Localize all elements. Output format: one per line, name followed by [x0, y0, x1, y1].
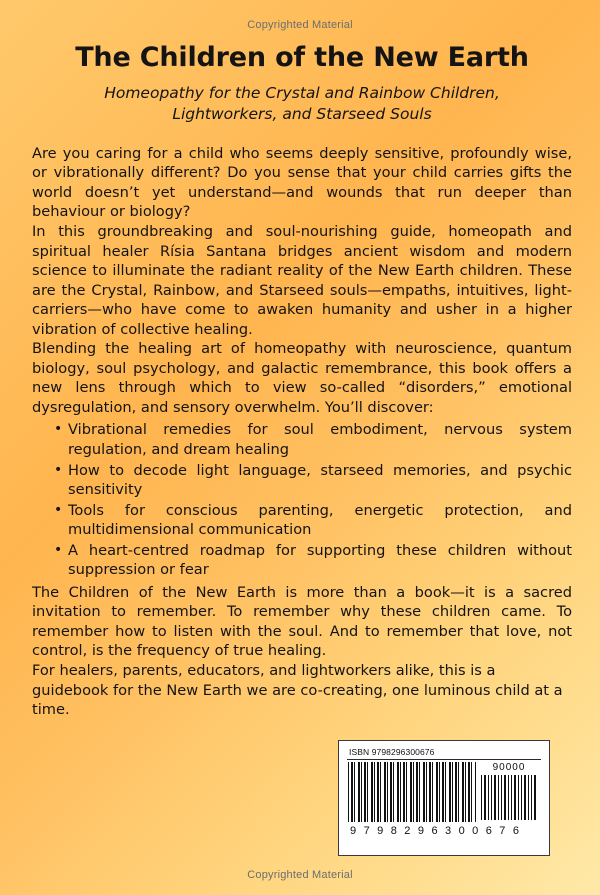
barcode-divider — [347, 759, 541, 760]
book-title: The Children of the New Earth — [75, 42, 529, 73]
list-item: • Tools for conscious parenting, energetic protection, and multidimensional communication — [54, 501, 572, 540]
blurb-paragraph-3: Blending the healing art of homeopathy with neuroscience, quantum biology, soul psychology, and galactic remembrance, this book offers a new lens through which to view so-called “disorders,” emotional dysregulation, and sensory overwhelm. You’ll discover: — [32, 340, 572, 416]
list-item: • Vibrational remedies for soul embodiment, nervous system regulation, and dream healing — [54, 420, 572, 459]
isbn-label: ISBN 9798296300676 — [349, 747, 435, 757]
blurb-paragraph-2: In this groundbreaking and soul-nourishing guide, homeopath and spiritual healer Rísia Santana bridges ancient wisdom and modern science to illuminate the radiant reality of the New Earth children. These are the Crystal, Rainbow, and Starseed souls—empaths, intuitives, light-carriers—who have come to awaken humanity and usher in a higher vibration of collective healing. — [32, 222, 572, 338]
feature-list — [32, 420, 572, 579]
back-cover-content — [32, 42, 572, 720]
closing-paragraph-1: The Children of the New Earth is more than a book—it is a sacred invitation to remember. To remember why these children came. To remember how to listen with the soul. And to remember that love, not control, is the frequency of true healing. — [32, 583, 572, 660]
copyright-watermark-bottom: Copyrighted Material — [247, 869, 353, 881]
barcode-addon — [478, 762, 540, 820]
barcode-bars-row — [345, 762, 543, 822]
blurb-text — [32, 144, 572, 720]
blurb-paragraph-1: Are you caring for a child who seems deeply sensitive, profoundly wise, or vibrationally different? Do you sense that your child carries gifts the world doesn’t yet understand—and wounds that run deeper than behaviour or biology? — [32, 144, 572, 221]
ean-digits: 9 7 9 8 2 9 6 3 0 0 6 7 6 — [350, 825, 522, 837]
copyright-watermark-top: Copyrighted Material — [247, 19, 353, 31]
list-item: • How to decode light language, starseed memories, and psychic sensitivity — [54, 461, 572, 500]
list-item: • A heart-centred roadmap for supporting these children without suppression or fear — [54, 541, 572, 580]
book-subtitle: Homeopathy for the Crystal and Rainbow Children, Lightworkers, and Starseed Souls — [104, 84, 500, 124]
ean13-barcode-icon — [348, 762, 476, 822]
closing-paragraph-2: For healers, parents, educators, and lightworkers alike, this is a guidebook for the New Earth we are co-creating, one luminous child at a time. — [32, 662, 563, 719]
addon-price-code: 90000 — [492, 762, 526, 773]
barcode-block — [338, 740, 550, 856]
ean5-barcode-icon — [481, 775, 537, 820]
